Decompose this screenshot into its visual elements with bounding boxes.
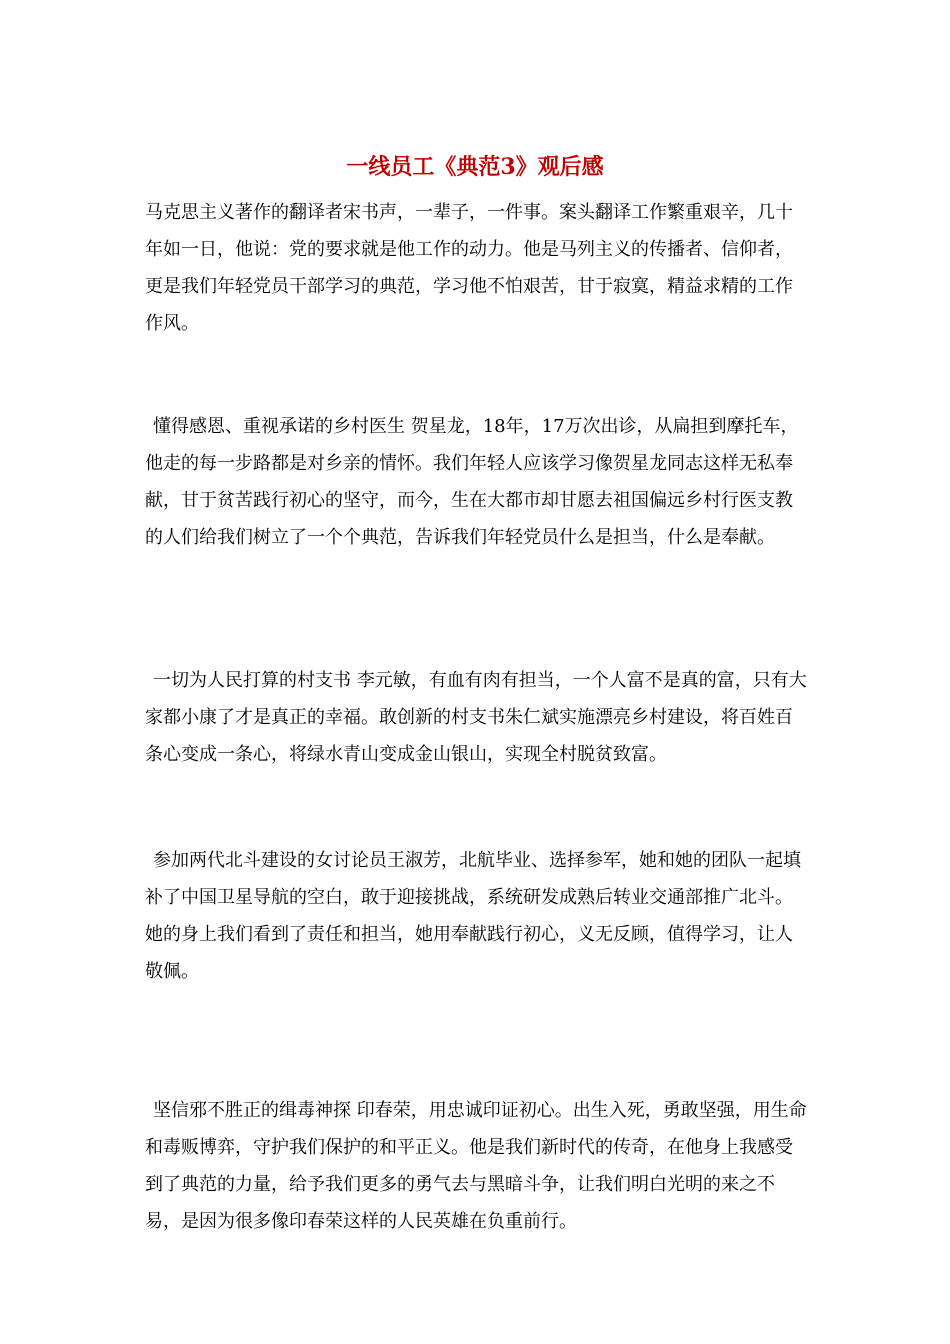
paragraph-song-shusheng: 马克思主义著作的翻译者宋书声，一辈子，一件事。案头翻译工作繁重艰辛，几十年如一日，他说：党的要求就是他工作的动力。他是马列主义的传播者、信仰者，更是我们年轻党员干部学习的典范，学习他不怕艰苦，甘于寂寞，精益求精的工作作风。: [145, 202, 793, 334]
paragraph-yin-chunrong: 坚信邪不胜正的缉毒神探 印春荣，用忠诚印证初心。出生入死，勇敢坚强，用生命和毒贩博弈，守护我们保护的和平正义。他是我们新时代的传奇，在他身上我感受到了典范的力量，给予我们更多的勇气去与黑暗斗争，让我们明白光明的来之不易，是因为很多像印春荣这样的人民英雄在负重前行。: [145, 1100, 807, 1232]
paragraph-he-xinglong: 懂得感恩、重视承诺的乡村医生 贺星龙，18年，17万次出诊，从扁担到摩托车，他走的每一步路都是对乡亲的情怀。我们年轻人应该学习像贺星龙同志这样无私奉献，甘于贫苦践行初心的坚守，而今，生在大都市却甘愿去祖国偏远乡村行医支教的人们给我们树立了一个个典范，告诉我们年轻党员什么是担当，什么是奉献。: [145, 416, 799, 548]
paragraph-li-yuanmin: 一切为人民打算的村支书 李元敏，有血有肉有担当，一个人富不是真的富，只有大家都小康了才是真正的幸福。敢创新的村支书朱仁斌实施漂亮乡村建设，将百姓百条心变成一条心，将绿水青山变成金山银山，实现全村脱贫致富。: [145, 670, 807, 765]
document-title: 一线员工《典范3》观后感: [346, 154, 604, 180]
paragraph-wang-shufang: 参加两代北斗建设的女讨论员王淑芳，北航毕业、选择参军，她和她的团队一起填补了中国卫星导航的空白，敢于迎接挑战，系统研发成熟后转业交通部推广北斗。她的身上我们看到了责任和担当，她用奉献践行初心，义无反顾，值得学习，让人敬佩。: [145, 850, 801, 982]
